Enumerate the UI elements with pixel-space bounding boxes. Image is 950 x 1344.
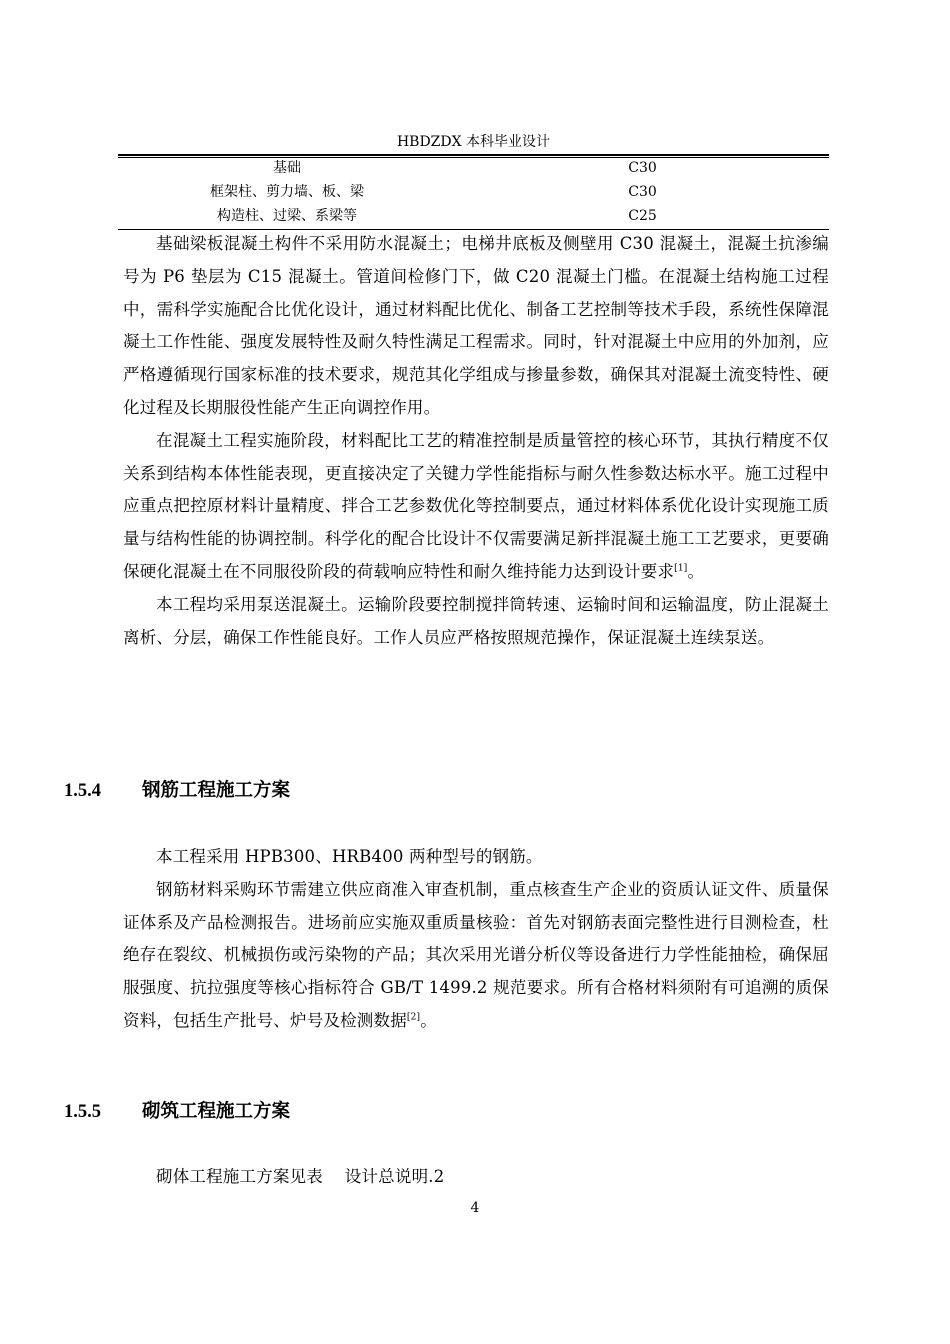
table-cell-grade: C30 (628, 160, 657, 176)
section-title: 钢筋工程施工方案 (142, 780, 291, 801)
rebar-section-text (123, 841, 829, 1038)
section-number: 1.5.5 (64, 1102, 101, 1122)
masonry-section-text (123, 1161, 829, 1194)
paragraph: 本工程均采用泵送混凝土。运输阶段要控制搅拌筒转速、运输时间和运输温度，防止混凝土离析、分层，确保工作性能良好。工作人员应严格按照规范操作，保证混凝土连续泵送。 (123, 594, 829, 647)
section-title: 砌筑工程施工方案 (142, 1101, 291, 1122)
citation-ref: [1] (674, 563, 688, 574)
section-heading-1-5-5 (64, 1097, 290, 1123)
table-row (118, 156, 829, 180)
paragraph: 砌体工程施工方案见表 设计总说明.2 (156, 1167, 445, 1186)
paragraph-text: 钢筋材料采购环节需建立供应商准入审查机制，重点核查生产企业的资质认证文件、质量保证体系及产品检测报告。进场前应实施双重质量核验：首先对钢筋表面完整性进行目测检查，杜绝存在裂纹、机械损伤或污染物的产品；其次采用光谱分析仪等设备进行力学性能抽检，确保屈服强度、抗拉强度等核心指标符合 GB/T 1499.2 规范要求。所有合格材料须附有可追溯的质保资料，包括生产批号、炉号及检测数据 (123, 879, 829, 1030)
paragraph-end: 。 (420, 1010, 437, 1030)
concrete-grade-table (118, 156, 829, 228)
paragraph (123, 425, 829, 589)
paragraph: 基础梁板混凝土构件不采用防水混凝土；电梯井底板及侧壁用 C30 混凝土，混凝土抗渗编号为 P6 垫层为 C15 混凝土。管道间检修门下，做 C20 混凝土门槛。在混凝土结构施工过程中，需科学实施配合比优化设计，通过材料配比优化、制备工艺控制等技术手段，系统性保障混凝土工作性能、强度发展特性及耐久特性满足工程需求。同时，针对混凝土中应用的外加剂，应严格遵循现行国家标准的技术要求，规范其化学组成与掺量参数，确保其对混凝土流变特性、硬化过程及长期服役性能产生正向调控作用。 (123, 234, 829, 417)
table-cell-part: 构造柱、过梁、系梁等 (217, 208, 357, 224)
table-row (118, 204, 829, 228)
paragraph: 本工程采用 HPB300、HRB400 两种型号的钢筋。 (156, 847, 543, 866)
table-cell-part: 框架柱、剪力墙、板、梁 (210, 184, 364, 200)
table-row (118, 180, 829, 204)
table-cell-grade: C25 (628, 208, 657, 224)
table-cell-part: 基础 (273, 160, 301, 176)
paragraph-end: 。 (687, 561, 705, 581)
section-number: 1.5.4 (64, 781, 101, 801)
paragraph (123, 874, 829, 1038)
table-cell-grade: C30 (628, 184, 657, 200)
paragraph-text: 在混凝土工程实施阶段，材料配比工艺的精准控制是质量管控的核心环节，其执行精度不仅关系到结构本体性能表现，更直接决定了关键力学性能指标与耐久性参数达标水平。施工过程中应重点把控原材料计量精度、拌合工艺参数优化等控制要点，通过材料体系优化设计实现施工质量与结构性能的协调控制。科学化的配合比设计不仅需要满足新拌混凝土施工工艺要求，更要确保硬化混凝土在不同服役阶段的荷载响应特性和耐久维持能力达到设计要求 (123, 430, 829, 581)
page-number: 4 (470, 1200, 480, 1216)
section-heading-1-5-4 (64, 776, 290, 802)
concrete-section-text (123, 228, 829, 654)
page-header: HBDZDX 本科毕业设计 (396, 134, 551, 150)
citation-ref: [2] (406, 1012, 421, 1023)
